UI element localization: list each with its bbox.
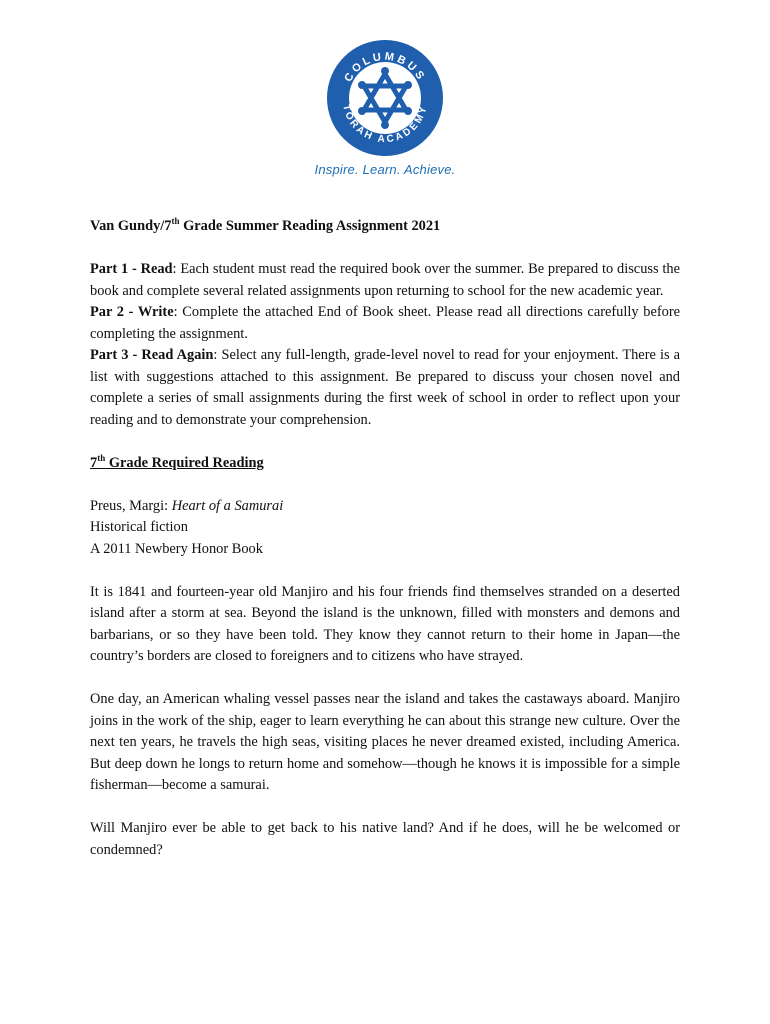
summary-paragraph-2: One day, an American whaling vessel passes near the island and takes the castaways aboard. Manjiro joins in the work of the ship, eager to learn everything he can about this strange new culture. Over the next ten years, he travels the high seas, visiting places he never dreamed existed, including America. But deep down he longs to return home and somehow—though he knows it is impossible for a simple fisherman—become a samurai.	[90, 691, 680, 793]
summary-paragraph-1: It is 1841 and fourteen-year old Manjiro and his four friends find themselves stranded on a deserted island after a storm at sea. Beyond the island is the unknown, filled with monsters and demons and barbarians, or so they have been told. They know they cannot return to their home in Japan—the country’s borders are closed to foreigners and to citizens who have strayed.	[90, 583, 680, 664]
document-body	[90, 216, 680, 861]
book-author-title: Preus, Margi: Heart of a Samurai	[90, 497, 284, 514]
book-award: A 2011 Newbery Honor Book	[90, 540, 263, 557]
school-logo	[325, 38, 445, 158]
svg-text:TORAH ACADEMY: TORAH ACADEMY	[340, 103, 430, 146]
part-3-paragraph: Part 3 - Read Again: Select any full-length, grade-level novel to read for your enjoyment. There is a list with suggestions attached to this assignment. Be prepared to discuss your chosen novel and complete a series of small assignments during the first week of school in order to reflect upon your reading and to demonstrate your comprehension.	[90, 347, 680, 428]
part-1-paragraph: Part 1 - Read: Each student must read the required book over the summer. Be prepared to discuss the book and complete several related assignments upon returning to school for the new academic year.	[90, 261, 680, 299]
required-reading-heading: 7th Grade Required Reading	[90, 452, 264, 471]
school-tagline: Inspire. Learn. Achieve.	[314, 162, 456, 177]
assignment-title: Van Gundy/7th Grade Summer Reading Assignment 2021	[90, 216, 441, 234]
book-genre: Historical fiction	[90, 519, 188, 535]
svg-text:COLUMBUS: COLUMBUS	[342, 50, 428, 85]
summary-paragraph-3: Will Manjiro ever be able to get back to his native land? And if he does, will he be welcomed or condemned?	[90, 820, 680, 858]
part-2-paragraph: Par 2 - Write: Complete the attached End of Book sheet. Please read all directions carefully before completing the assignment.	[90, 304, 680, 342]
